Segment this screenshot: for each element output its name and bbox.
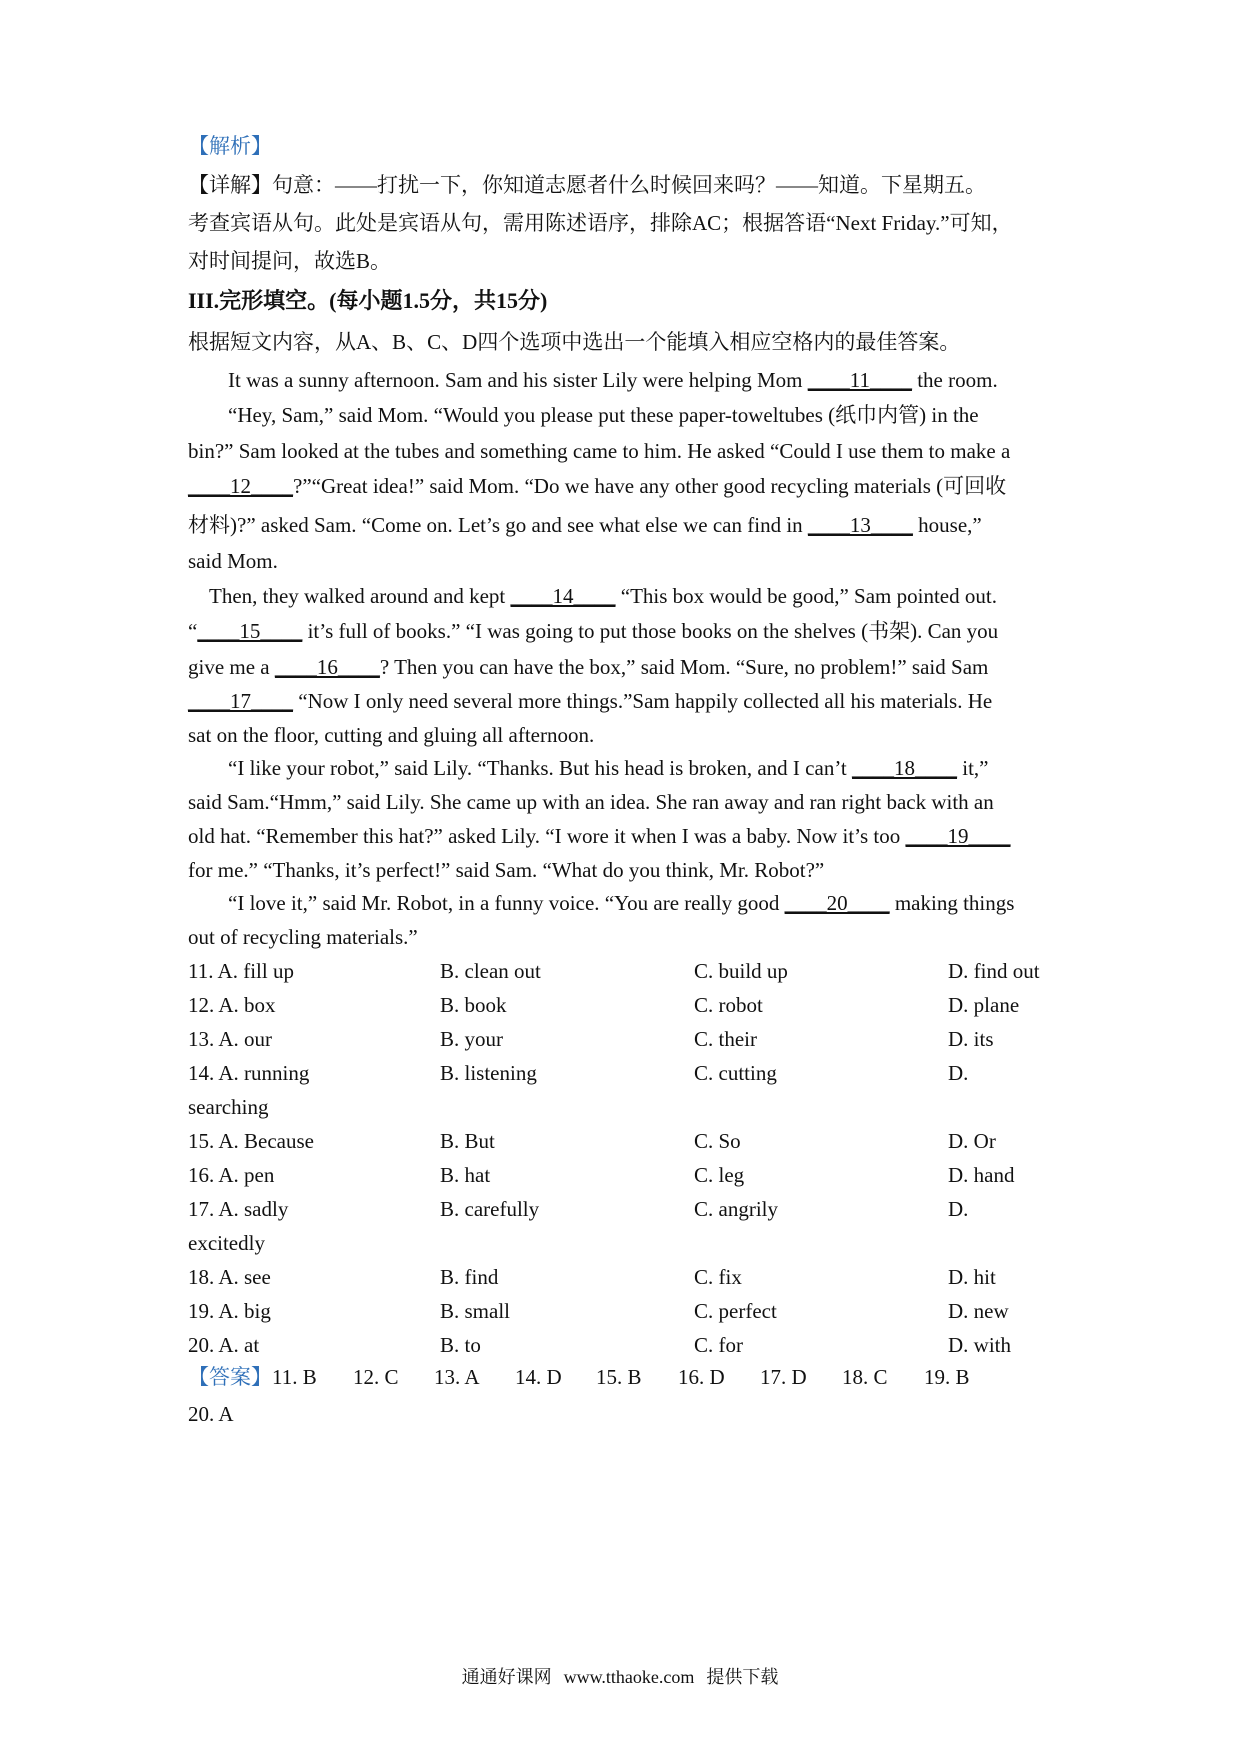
passage-line: bin?” Sam looked at the tubes and something came to him. He asked “Could I use them to make a bbox=[188, 439, 1011, 463]
footer-url: www.tthaoke.com bbox=[563, 1667, 695, 1687]
passage-text: house,” bbox=[912, 513, 982, 537]
option-17-b: B. carefully bbox=[440, 1197, 540, 1221]
answer-item: 19. B bbox=[924, 1365, 970, 1389]
passage-text: old hat. “Remember this hat?” asked Lily. “I wore it when I was a baby. Now it’s too bbox=[188, 824, 906, 848]
option-11-b: B. clean out bbox=[440, 959, 541, 983]
answer-item: 14. D bbox=[515, 1365, 562, 1389]
passage-line: for me.” “Thanks, it’s perfect!” said Sam. “What do you think, Mr. Robot?” bbox=[188, 858, 825, 882]
passage-line bbox=[188, 822, 1058, 850]
option-18-d: D. hit bbox=[948, 1265, 996, 1289]
option-20-a: 20. A. at bbox=[188, 1333, 260, 1357]
option-13-c: C. their bbox=[694, 1027, 757, 1051]
passage-text: the room. bbox=[911, 368, 998, 392]
option-15-b: B. But bbox=[440, 1129, 495, 1153]
option-19-d: D. new bbox=[948, 1299, 1009, 1323]
option-13-a: 13. A. our bbox=[188, 1027, 272, 1051]
section-title: III.完形填空。(每小题1.5分，共15分) bbox=[188, 288, 548, 313]
option-15-d: D. Or bbox=[948, 1129, 996, 1153]
passage-line: “Hey, Sam,” said Mom. “Would you please put these paper-toweltubes (纸巾内管) in the bbox=[228, 403, 979, 427]
answer-item: 17. D bbox=[760, 1365, 807, 1389]
detail-line-2: 考查宾语从句。此处是宾语从句，需用陈述语序，排除AC；根据答语“Next Friday.”可知， bbox=[188, 211, 1013, 235]
passage-line bbox=[209, 582, 1079, 610]
option-11-a: 11. A. fill up bbox=[188, 959, 294, 983]
passage-text: “ bbox=[188, 619, 198, 643]
blank-15: ____15____ bbox=[197, 619, 303, 643]
answer-item: 15. B bbox=[596, 1365, 642, 1389]
blank-19: ____19____ bbox=[905, 824, 1011, 848]
passage-line: said Mom. bbox=[188, 549, 278, 573]
blank-20: ____20____ bbox=[784, 891, 890, 915]
passage-text: 材料)?” asked Sam. “Come on. Let’s go and see what else we can find in bbox=[188, 513, 808, 537]
option-13-d: D. its bbox=[948, 1027, 994, 1051]
option-18-c: C. fix bbox=[694, 1265, 742, 1289]
passage-text: ? Then you can have the box,” said Mom. “Sure, no problem!” said Sam bbox=[379, 655, 989, 679]
passage-line bbox=[228, 889, 1098, 917]
passage-text: “I like your robot,” said Lily. “Thanks. But his head is broken, and I can’t bbox=[228, 756, 853, 780]
footer bbox=[0, 1663, 1240, 1689]
blank-13: ____13____ bbox=[807, 513, 913, 537]
answer-wrap: 20. A bbox=[188, 1402, 234, 1426]
passage-line: sat on the floor, cutting and gluing all afternoon. bbox=[188, 723, 595, 747]
option-14-b: B. listening bbox=[440, 1061, 537, 1085]
option-12-a: 12. A. box bbox=[188, 993, 276, 1017]
answer-items bbox=[272, 1365, 994, 1389]
option-19-a: 19. A. big bbox=[188, 1299, 271, 1323]
detail-tag: 【详解】 bbox=[188, 173, 272, 197]
answer-item: 18. C bbox=[842, 1365, 888, 1389]
option-18-b: B. find bbox=[440, 1265, 499, 1289]
passage-line bbox=[228, 754, 1098, 782]
passage-text: Then, they walked around and kept bbox=[209, 584, 511, 608]
passage-line: said Sam.“Hmm,” said Lily. She came up with an idea. She ran away and ran right back with an bbox=[188, 790, 994, 814]
detail-line-1 bbox=[188, 171, 1058, 199]
option-12-d: D. plane bbox=[948, 993, 1020, 1017]
detail-line-3: 对时间提问，故选B。 bbox=[188, 249, 392, 273]
option-16-d: D. hand bbox=[948, 1163, 1015, 1187]
passage-line bbox=[188, 653, 1058, 681]
option-11-d: D. find out bbox=[948, 959, 1040, 983]
answer-item: 12. C bbox=[353, 1365, 399, 1389]
answer-line bbox=[188, 1363, 1058, 1391]
option-15-c: C. So bbox=[694, 1129, 741, 1153]
option-12-c: C. robot bbox=[694, 993, 763, 1017]
passage-text: it’s full of books.” “I was going to put those books on the shelves (书架). Can you bbox=[302, 619, 999, 643]
blank-17: ____17____ bbox=[188, 689, 293, 713]
option-18-a: 18. A. see bbox=[188, 1265, 271, 1289]
blank-12: ____12____ bbox=[188, 474, 293, 498]
passage-line bbox=[228, 366, 1098, 394]
instruction: 根据短文内容，从A、B、C、D四个选项中选出一个能填入相应空格内的最佳答案。 bbox=[188, 330, 961, 354]
blank-16: ____16____ bbox=[274, 655, 380, 679]
option-11-c: C. build up bbox=[694, 959, 788, 983]
option-14-d: D. bbox=[948, 1061, 969, 1085]
blank-18: ____18____ bbox=[852, 756, 958, 780]
option-20-b: B. to bbox=[440, 1333, 481, 1357]
option-12-b: B. book bbox=[440, 993, 507, 1017]
answer-item: 11. B bbox=[272, 1365, 317, 1389]
passage-line: out of recycling materials.” bbox=[188, 925, 418, 949]
passage-line bbox=[188, 687, 1058, 715]
passage-text: making things bbox=[889, 891, 1015, 915]
option-16-c: C. leg bbox=[694, 1163, 745, 1187]
option-19-c: C. perfect bbox=[694, 1299, 777, 1323]
option-17-d: D. bbox=[948, 1197, 969, 1221]
answer-item: 16. D bbox=[678, 1365, 725, 1389]
passage-line bbox=[188, 617, 1058, 645]
passage-line bbox=[188, 511, 1058, 539]
passage-text: give me a bbox=[188, 655, 275, 679]
option-17-d-wrap: excitedly bbox=[188, 1231, 265, 1255]
passage-text: It was a sunny afternoon. Sam and his sister Lily were helping Mom bbox=[228, 368, 808, 392]
option-17-c: C. angrily bbox=[694, 1197, 778, 1221]
option-16-a: 16. A. pen bbox=[188, 1163, 275, 1187]
blank-11: ____11____ bbox=[807, 368, 912, 392]
option-20-c: C. for bbox=[694, 1333, 743, 1357]
detail-text-1: 句意：——打扰一下，你知道志愿者什么时候回来吗？——知道。下星期五。 bbox=[272, 173, 986, 197]
passage-text: “This box would be good,” Sam pointed out. bbox=[615, 584, 997, 608]
option-20-d: D. with bbox=[948, 1333, 1011, 1357]
passage-text: it,” bbox=[957, 756, 989, 780]
option-13-b: B. your bbox=[440, 1027, 503, 1051]
footer-note: 提供下载 bbox=[706, 1667, 779, 1687]
option-15-a: 15. A. Because bbox=[188, 1129, 314, 1153]
footer-site: 通通好课网 bbox=[461, 1667, 552, 1687]
option-14-c: C. cutting bbox=[694, 1061, 777, 1085]
answer-tag: 【答案】 bbox=[188, 1365, 272, 1389]
passage-text: ?”“Great idea!” said Mom. “Do we have any other good recycling materials (可回收 bbox=[293, 474, 1007, 498]
analysis-tag: 【解析】 bbox=[188, 134, 272, 158]
option-17-a: 17. A. sadly bbox=[188, 1197, 289, 1221]
passage-text: “I love it,” said Mr. Robot, in a funny voice. “You are really good bbox=[228, 891, 785, 915]
blank-14: ____14____ bbox=[510, 584, 616, 608]
passage-text: “Now I only need several more things.”Sam happily collected all his materials. He bbox=[293, 689, 993, 713]
option-16-b: B. hat bbox=[440, 1163, 491, 1187]
option-19-b: B. small bbox=[440, 1299, 511, 1323]
option-14-a: 14. A. running bbox=[188, 1061, 310, 1085]
answer-item: 13. A bbox=[434, 1365, 480, 1389]
passage-line bbox=[188, 472, 1058, 500]
option-14-d-wrap: searching bbox=[188, 1095, 269, 1119]
